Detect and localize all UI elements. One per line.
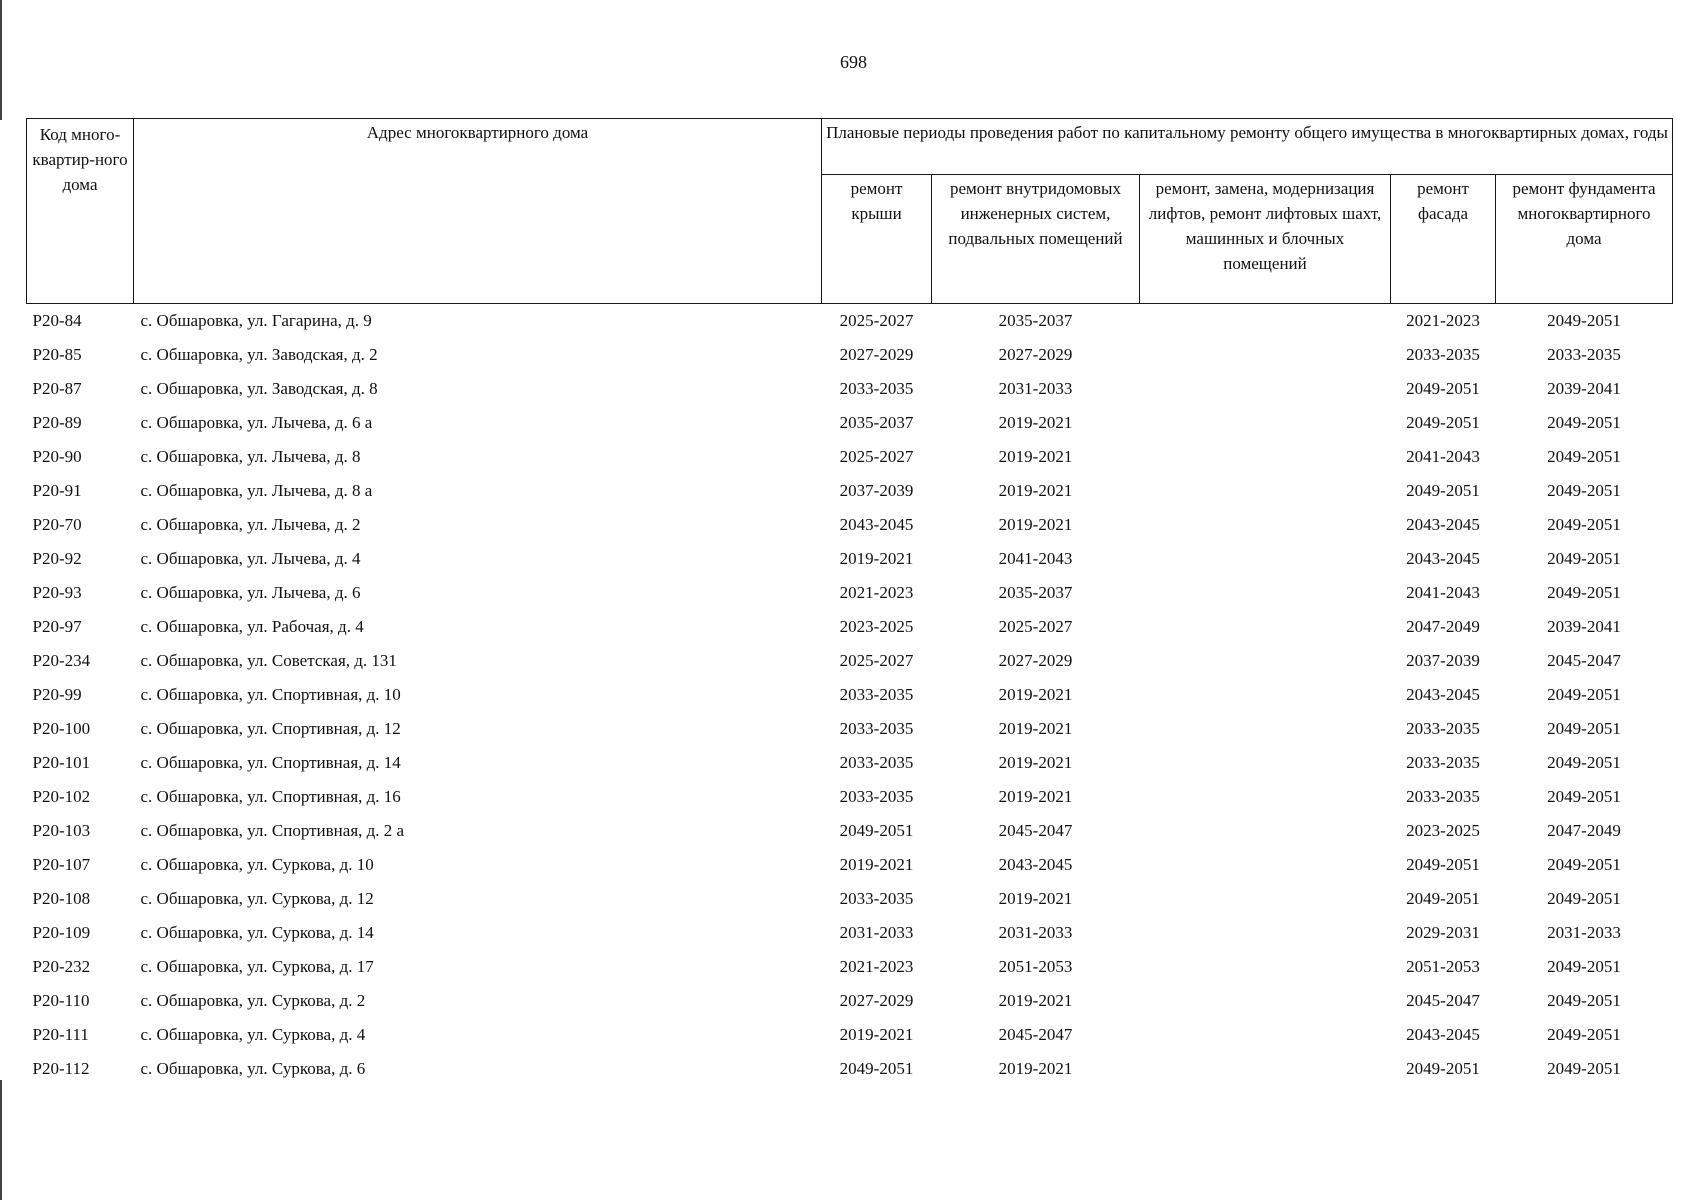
cell-lift-period bbox=[1140, 372, 1391, 406]
table-row bbox=[27, 814, 1673, 848]
cell-building-code: Р20-85 bbox=[32, 345, 82, 364]
cell-roof-period: 2049-2051 bbox=[839, 821, 914, 840]
cell-roof-period: 2033-2035 bbox=[839, 889, 914, 908]
cell-facade-period: 2033-2035 bbox=[1406, 753, 1480, 772]
scan-edge-mark bbox=[0, 1080, 2, 1200]
cell-lift-period bbox=[1140, 304, 1391, 339]
cell-foundation-period: 2049-2051 bbox=[1547, 311, 1621, 330]
cell-roof-period: 2033-2035 bbox=[839, 719, 914, 738]
cell-lift-period bbox=[1140, 746, 1391, 780]
cell-address: с. Обшаровка, ул. Суркова, д. 6 bbox=[140, 1059, 366, 1078]
cell-roof-period: 2031-2033 bbox=[839, 923, 914, 942]
cell-building-code: Р20-93 bbox=[32, 583, 82, 602]
cell-foundation-period: 2049-2051 bbox=[1547, 991, 1621, 1010]
header-building-code: Код много-квартир-ного дома bbox=[27, 119, 134, 304]
cell-building-code: Р20-232 bbox=[32, 957, 91, 976]
cell-building-code: Р20-92 bbox=[32, 549, 82, 568]
cell-address: с. Обшаровка, ул. Суркова, д. 12 bbox=[140, 889, 374, 908]
cell-building-code: Р20-99 bbox=[32, 685, 82, 704]
cell-lift-period bbox=[1140, 1052, 1391, 1086]
cell-facade-period: 2043-2045 bbox=[1406, 685, 1480, 704]
cell-engineering-period: 2043-2045 bbox=[998, 855, 1073, 874]
cell-building-code: Р20-87 bbox=[32, 379, 82, 398]
cell-roof-period: 2033-2035 bbox=[839, 753, 914, 772]
cell-engineering-period: 2025-2027 bbox=[998, 617, 1073, 636]
cell-facade-period: 2043-2045 bbox=[1406, 515, 1480, 534]
cell-address: с. Обшаровка, ул. Гагарина, д. 9 bbox=[140, 311, 372, 330]
cell-lift-period bbox=[1140, 950, 1391, 984]
table-row bbox=[27, 1052, 1673, 1086]
cell-engineering-period: 2019-2021 bbox=[998, 685, 1073, 704]
header-facade-repair: ремонт фасада bbox=[1391, 175, 1496, 304]
cell-building-code: Р20-103 bbox=[32, 821, 91, 840]
cell-engineering-period: 2041-2043 bbox=[998, 549, 1073, 568]
cell-foundation-period: 2049-2051 bbox=[1547, 753, 1621, 772]
cell-lift-period bbox=[1140, 814, 1391, 848]
cell-foundation-period: 2039-2041 bbox=[1547, 379, 1621, 398]
table-row bbox=[27, 712, 1673, 746]
cell-facade-period: 2033-2035 bbox=[1406, 345, 1480, 364]
cell-address: с. Обшаровка, ул. Лычева, д. 6 bbox=[140, 583, 361, 602]
cell-lift-period bbox=[1140, 508, 1391, 542]
cell-roof-period: 2033-2035 bbox=[839, 685, 914, 704]
cell-foundation-period: 2047-2049 bbox=[1547, 821, 1621, 840]
cell-engineering-period: 2035-2037 bbox=[998, 311, 1073, 330]
cell-facade-period: 2037-2039 bbox=[1406, 651, 1480, 670]
cell-roof-period: 2033-2035 bbox=[839, 787, 914, 806]
cell-address: с. Обшаровка, ул. Лычева, д. 4 bbox=[140, 549, 361, 568]
cell-building-code: Р20-100 bbox=[32, 719, 91, 738]
cell-roof-period: 2019-2021 bbox=[839, 1025, 914, 1044]
cell-address: с. Обшаровка, ул. Суркова, д. 10 bbox=[140, 855, 374, 874]
cell-foundation-period: 2045-2047 bbox=[1547, 651, 1621, 670]
header-engineering-repair: ремонт внутридомовых инженерных систем, подвальных помещений bbox=[932, 175, 1140, 304]
cell-lift-period bbox=[1140, 780, 1391, 814]
cell-roof-period: 2043-2045 bbox=[839, 515, 914, 534]
cell-lift-period bbox=[1140, 338, 1391, 372]
cell-foundation-period: 2049-2051 bbox=[1547, 855, 1621, 874]
cell-facade-period: 2049-2051 bbox=[1406, 855, 1480, 874]
cell-engineering-period: 2045-2047 bbox=[998, 1025, 1073, 1044]
cell-lift-period bbox=[1140, 610, 1391, 644]
cell-facade-period: 2047-2049 bbox=[1406, 617, 1480, 636]
cell-roof-period: 2027-2029 bbox=[839, 345, 914, 364]
cell-building-code: Р20-91 bbox=[32, 481, 82, 500]
cell-foundation-period: 2049-2051 bbox=[1547, 685, 1621, 704]
table-row bbox=[27, 746, 1673, 780]
cell-engineering-period: 2019-2021 bbox=[998, 1059, 1073, 1078]
cell-foundation-period: 2049-2051 bbox=[1547, 889, 1621, 908]
table-row bbox=[27, 406, 1673, 440]
cell-engineering-period: 2019-2021 bbox=[998, 481, 1073, 500]
header-planned-periods: Плановые периоды проведения работ по капитальному ремонту общего имущества в многоквартирных домах, годы bbox=[822, 119, 1673, 175]
cell-foundation-period: 2049-2051 bbox=[1547, 957, 1621, 976]
cell-engineering-period: 2019-2021 bbox=[998, 515, 1073, 534]
cell-foundation-period: 2049-2051 bbox=[1547, 413, 1621, 432]
cell-lift-period bbox=[1140, 542, 1391, 576]
table-row bbox=[27, 576, 1673, 610]
cell-facade-period: 2049-2051 bbox=[1406, 379, 1480, 398]
table-row bbox=[27, 984, 1673, 1018]
table-row bbox=[27, 474, 1673, 508]
cell-roof-period: 2021-2023 bbox=[839, 583, 914, 602]
table-row bbox=[27, 542, 1673, 576]
cell-engineering-period: 2019-2021 bbox=[998, 889, 1073, 908]
cell-building-code: Р20-112 bbox=[32, 1059, 90, 1078]
header-roof-repair: ремонт крыши bbox=[822, 175, 932, 304]
table-row bbox=[27, 644, 1673, 678]
cell-building-code: Р20-107 bbox=[32, 855, 91, 874]
header-lift-repair: ремонт, замена, модернизация лифтов, ремонт лифтовых шахт, машинных и блочных помещений bbox=[1140, 175, 1391, 304]
cell-building-code: Р20-108 bbox=[32, 889, 91, 908]
cell-engineering-period: 2019-2021 bbox=[998, 413, 1073, 432]
cell-facade-period: 2023-2025 bbox=[1406, 821, 1480, 840]
cell-facade-period: 2033-2035 bbox=[1406, 719, 1480, 738]
cell-foundation-period: 2049-2051 bbox=[1547, 1059, 1621, 1078]
cell-foundation-period: 2049-2051 bbox=[1547, 515, 1621, 534]
cell-lift-period bbox=[1140, 712, 1391, 746]
cell-engineering-period: 2027-2029 bbox=[998, 345, 1073, 364]
cell-foundation-period: 2049-2051 bbox=[1547, 481, 1621, 500]
cell-address: с. Обшаровка, ул. Спортивная, д. 16 bbox=[140, 787, 401, 806]
cell-lift-period bbox=[1140, 984, 1391, 1018]
cell-engineering-period: 2019-2021 bbox=[998, 447, 1073, 466]
cell-address: с. Обшаровка, ул. Заводская, д. 2 bbox=[140, 345, 378, 364]
cell-foundation-period: 2031-2033 bbox=[1547, 923, 1621, 942]
cell-roof-period: 2033-2035 bbox=[839, 379, 914, 398]
cell-facade-period: 2043-2045 bbox=[1406, 1025, 1480, 1044]
cell-engineering-period: 2035-2037 bbox=[998, 583, 1073, 602]
cell-address: с. Обшаровка, ул. Суркова, д. 17 bbox=[140, 957, 374, 976]
cell-lift-period bbox=[1140, 916, 1391, 950]
table-row bbox=[27, 950, 1673, 984]
cell-building-code: Р20-109 bbox=[32, 923, 91, 942]
cell-foundation-period: 2049-2051 bbox=[1547, 549, 1621, 568]
table-body bbox=[27, 304, 1673, 1087]
cell-building-code: Р20-234 bbox=[32, 651, 91, 670]
cell-facade-period: 2049-2051 bbox=[1406, 1059, 1480, 1078]
cell-foundation-period: 2049-2051 bbox=[1547, 1025, 1621, 1044]
table-row bbox=[27, 610, 1673, 644]
cell-facade-period: 2041-2043 bbox=[1406, 447, 1480, 466]
cell-roof-period: 2025-2027 bbox=[839, 651, 914, 670]
cell-facade-period: 2033-2035 bbox=[1406, 787, 1480, 806]
cell-address: с. Обшаровка, ул. Лычева, д. 2 bbox=[140, 515, 361, 534]
cell-lift-period bbox=[1140, 882, 1391, 916]
cell-building-code: Р20-102 bbox=[32, 787, 91, 806]
cell-lift-period bbox=[1140, 644, 1391, 678]
table-row bbox=[27, 882, 1673, 916]
cell-building-code: Р20-70 bbox=[32, 515, 82, 534]
cell-roof-period: 2025-2027 bbox=[839, 447, 914, 466]
table-row bbox=[27, 916, 1673, 950]
table-row bbox=[27, 338, 1673, 372]
cell-building-code: Р20-111 bbox=[32, 1025, 89, 1044]
cell-roof-period: 2025-2027 bbox=[839, 311, 914, 330]
cell-foundation-period: 2049-2051 bbox=[1547, 787, 1621, 806]
cell-facade-period: 2049-2051 bbox=[1406, 413, 1480, 432]
page-number: 698 bbox=[840, 52, 867, 72]
cell-building-code: Р20-101 bbox=[32, 753, 91, 772]
table-row bbox=[27, 780, 1673, 814]
cell-address: с. Обшаровка, ул. Спортивная, д. 2 а bbox=[140, 821, 405, 840]
cell-facade-period: 2043-2045 bbox=[1406, 549, 1480, 568]
cell-lift-period bbox=[1140, 440, 1391, 474]
cell-lift-period bbox=[1140, 576, 1391, 610]
cell-lift-period bbox=[1140, 848, 1391, 882]
cell-roof-period: 2037-2039 bbox=[839, 481, 914, 500]
cell-building-code: Р20-97 bbox=[32, 617, 82, 636]
cell-lift-period bbox=[1140, 1018, 1391, 1052]
cell-engineering-period: 2019-2021 bbox=[998, 753, 1073, 772]
cell-roof-period: 2035-2037 bbox=[839, 413, 914, 432]
cell-engineering-period: 2031-2033 bbox=[998, 923, 1073, 942]
cell-lift-period bbox=[1140, 474, 1391, 508]
cell-address: с. Обшаровка, ул. Суркова, д. 14 bbox=[140, 923, 374, 942]
table-row bbox=[27, 304, 1673, 339]
cell-building-code: Р20-110 bbox=[32, 991, 90, 1010]
cell-engineering-period: 2019-2021 bbox=[998, 719, 1073, 738]
repair-schedule-table bbox=[26, 118, 1673, 1086]
cell-engineering-period: 2019-2021 bbox=[998, 991, 1073, 1010]
cell-foundation-period: 2049-2051 bbox=[1547, 719, 1621, 738]
cell-facade-period: 2049-2051 bbox=[1406, 481, 1480, 500]
cell-address: с. Обшаровка, ул. Лычева, д. 8 bbox=[140, 447, 361, 466]
cell-address: с. Обшаровка, ул. Рабочая, д. 4 bbox=[140, 617, 364, 636]
cell-engineering-period: 2051-2053 bbox=[998, 957, 1073, 976]
cell-lift-period bbox=[1140, 406, 1391, 440]
cell-address: с. Обшаровка, ул. Заводская, д. 8 bbox=[140, 379, 378, 398]
table-row bbox=[27, 1018, 1673, 1052]
table-row bbox=[27, 440, 1673, 474]
table-row bbox=[27, 372, 1673, 406]
cell-facade-period: 2049-2051 bbox=[1406, 889, 1480, 908]
cell-engineering-period: 2027-2029 bbox=[998, 651, 1073, 670]
cell-foundation-period: 2049-2051 bbox=[1547, 447, 1621, 466]
cell-address: с. Обшаровка, ул. Спортивная, д. 12 bbox=[140, 719, 401, 738]
cell-facade-period: 2029-2031 bbox=[1406, 923, 1480, 942]
cell-address: с. Обшаровка, ул. Советская, д. 131 bbox=[140, 651, 397, 670]
cell-address: с. Обшаровка, ул. Суркова, д. 2 bbox=[140, 991, 366, 1010]
cell-facade-period: 2021-2023 bbox=[1406, 311, 1480, 330]
cell-roof-period: 2019-2021 bbox=[839, 549, 914, 568]
cell-facade-period: 2045-2047 bbox=[1406, 991, 1480, 1010]
cell-building-code: Р20-89 bbox=[32, 413, 82, 432]
cell-address: с. Обшаровка, ул. Лычева, д. 6 а bbox=[140, 413, 373, 432]
table-row bbox=[27, 848, 1673, 882]
table-row bbox=[27, 508, 1673, 542]
cell-foundation-period: 2049-2051 bbox=[1547, 583, 1621, 602]
header-address: Адрес многоквартирного дома bbox=[134, 119, 822, 304]
cell-roof-period: 2049-2051 bbox=[839, 1059, 914, 1078]
cell-building-code: Р20-84 bbox=[32, 311, 82, 330]
cell-facade-period: 2041-2043 bbox=[1406, 583, 1480, 602]
cell-foundation-period: 2033-2035 bbox=[1547, 345, 1621, 364]
cell-address: с. Обшаровка, ул. Спортивная, д. 10 bbox=[140, 685, 401, 704]
cell-address: с. Обшаровка, ул. Лычева, д. 8 а bbox=[140, 481, 373, 500]
cell-roof-period: 2027-2029 bbox=[839, 991, 914, 1010]
cell-address: с. Обшаровка, ул. Спортивная, д. 14 bbox=[140, 753, 401, 772]
cell-address: с. Обшаровка, ул. Суркова, д. 4 bbox=[140, 1025, 366, 1044]
cell-building-code: Р20-90 bbox=[32, 447, 82, 466]
cell-engineering-period: 2045-2047 bbox=[998, 821, 1073, 840]
cell-facade-period: 2051-2053 bbox=[1406, 957, 1480, 976]
cell-roof-period: 2019-2021 bbox=[839, 855, 914, 874]
cell-lift-period bbox=[1140, 678, 1391, 712]
header-foundation-repair: ремонт фундамента многоквартирного дома bbox=[1496, 175, 1673, 304]
cell-roof-period: 2023-2025 bbox=[839, 617, 914, 636]
cell-roof-period: 2021-2023 bbox=[839, 957, 914, 976]
cell-foundation-period: 2039-2041 bbox=[1547, 617, 1621, 636]
cell-engineering-period: 2019-2021 bbox=[998, 787, 1073, 806]
table-header bbox=[27, 119, 1673, 304]
cell-engineering-period: 2031-2033 bbox=[998, 379, 1073, 398]
table-row bbox=[27, 678, 1673, 712]
